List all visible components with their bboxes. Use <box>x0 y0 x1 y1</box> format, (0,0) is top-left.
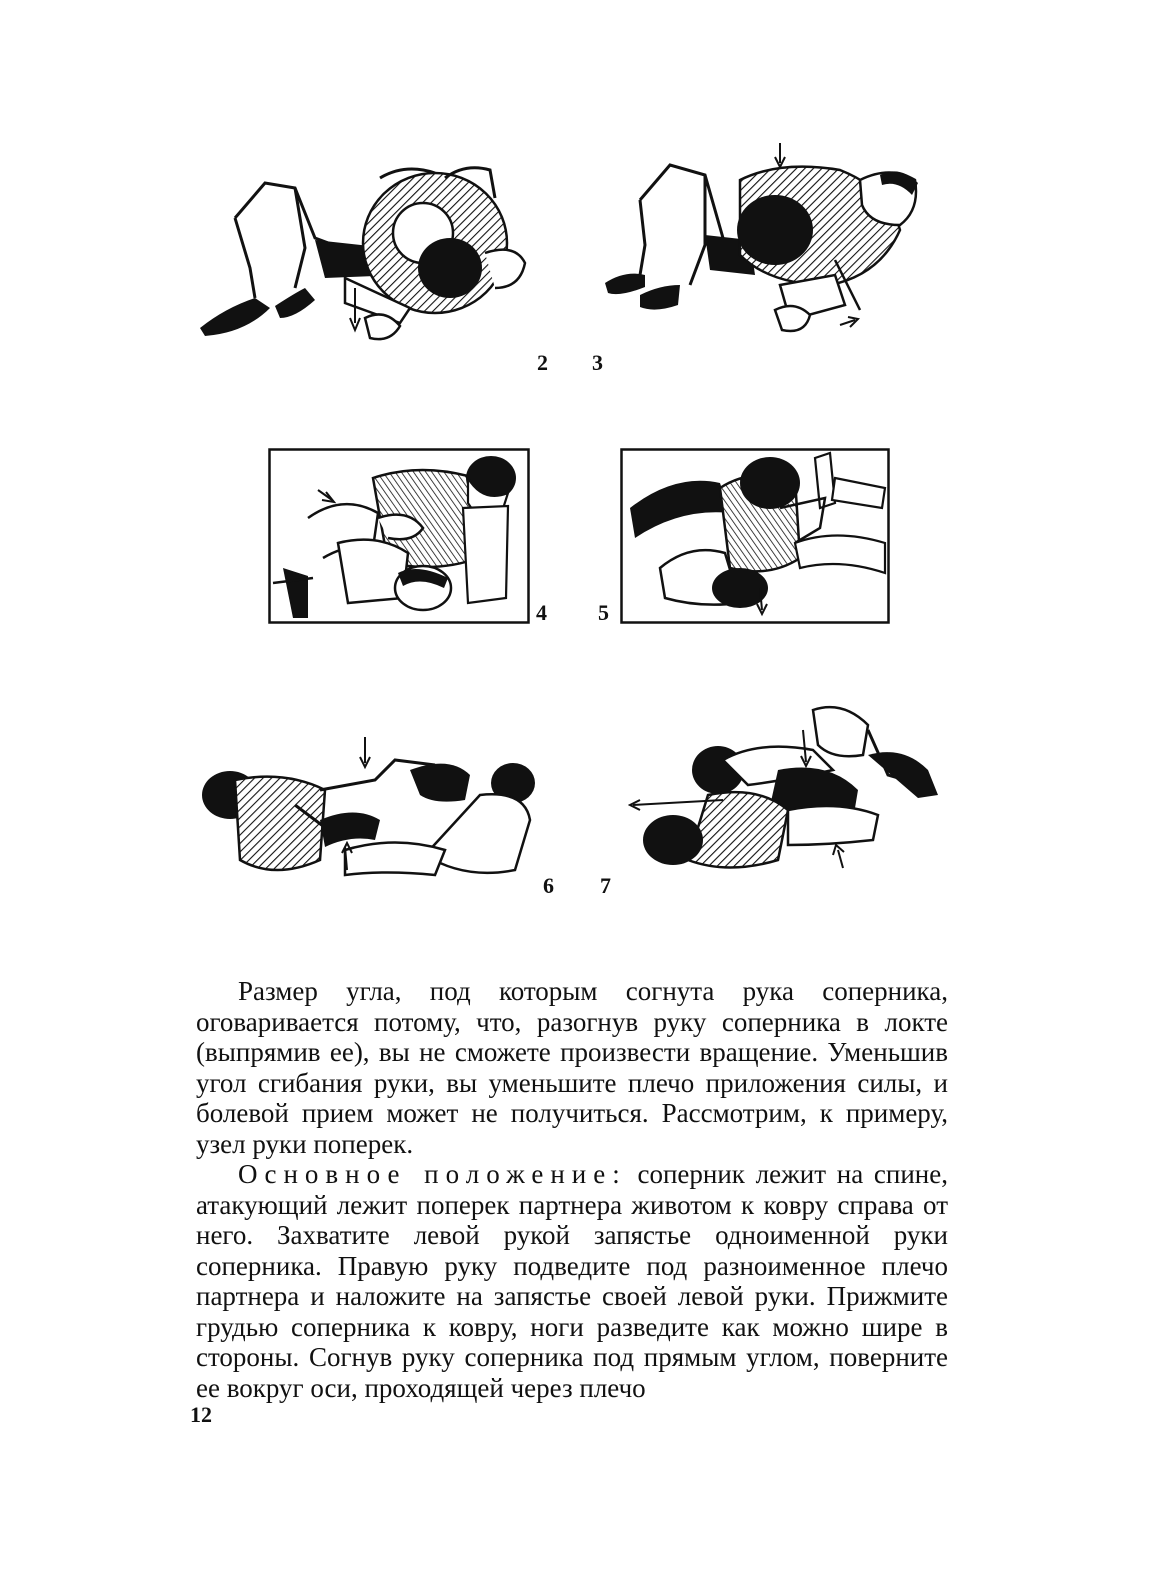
figure-3-illustration <box>600 135 930 350</box>
paragraph-2 <box>196 1159 948 1403</box>
figure-5-number: 5 <box>598 600 609 625</box>
figure-7-number: 7 <box>600 873 611 898</box>
figure-2-illustration <box>195 158 535 348</box>
figure-7-illustration <box>628 700 943 880</box>
figure-2-number: 2 <box>537 350 548 375</box>
paragraph-1: Размер угла, под которым согнута рука соперника, оговаривается потому, что, разогнув руку соперника в локте (выпрямив ее), вы не сможете произвести вращение. Уменьшив угол сгибания руки, вы уменьшите плечо приложения силы, и болевой прием может не получиться. Рассмотрим, к примеру, узел руки поперек. <box>196 976 948 1159</box>
figure-4-number: 4 <box>536 600 547 625</box>
body-text <box>196 976 948 1403</box>
figure-6-number: 6 <box>543 873 554 898</box>
figure-4-illustration <box>268 448 530 624</box>
figure-5-illustration <box>620 448 890 624</box>
figure-3-number: 3 <box>592 350 603 375</box>
figure-6-illustration <box>195 735 535 887</box>
page-number: 12 <box>190 1402 212 1427</box>
paragraph-2-rest: соперник лежит на спине, атакующий лежит поперек партнера животом к ковру справа от него. Захватите левой рукой запястье одноименной руки соперника. Правую руку подведите под разноименное плечо партнера и наложите на запястье своей левой руки. Прижмите грудью соперника к ковру, ноги разведите как можно шире в стороны. Согнув руку соперника под прямым углом, поверните ее вокруг оси, проходящей через плечо <box>196 1159 948 1403</box>
paragraph-2-lead: Основное положение: <box>238 1159 627 1189</box>
